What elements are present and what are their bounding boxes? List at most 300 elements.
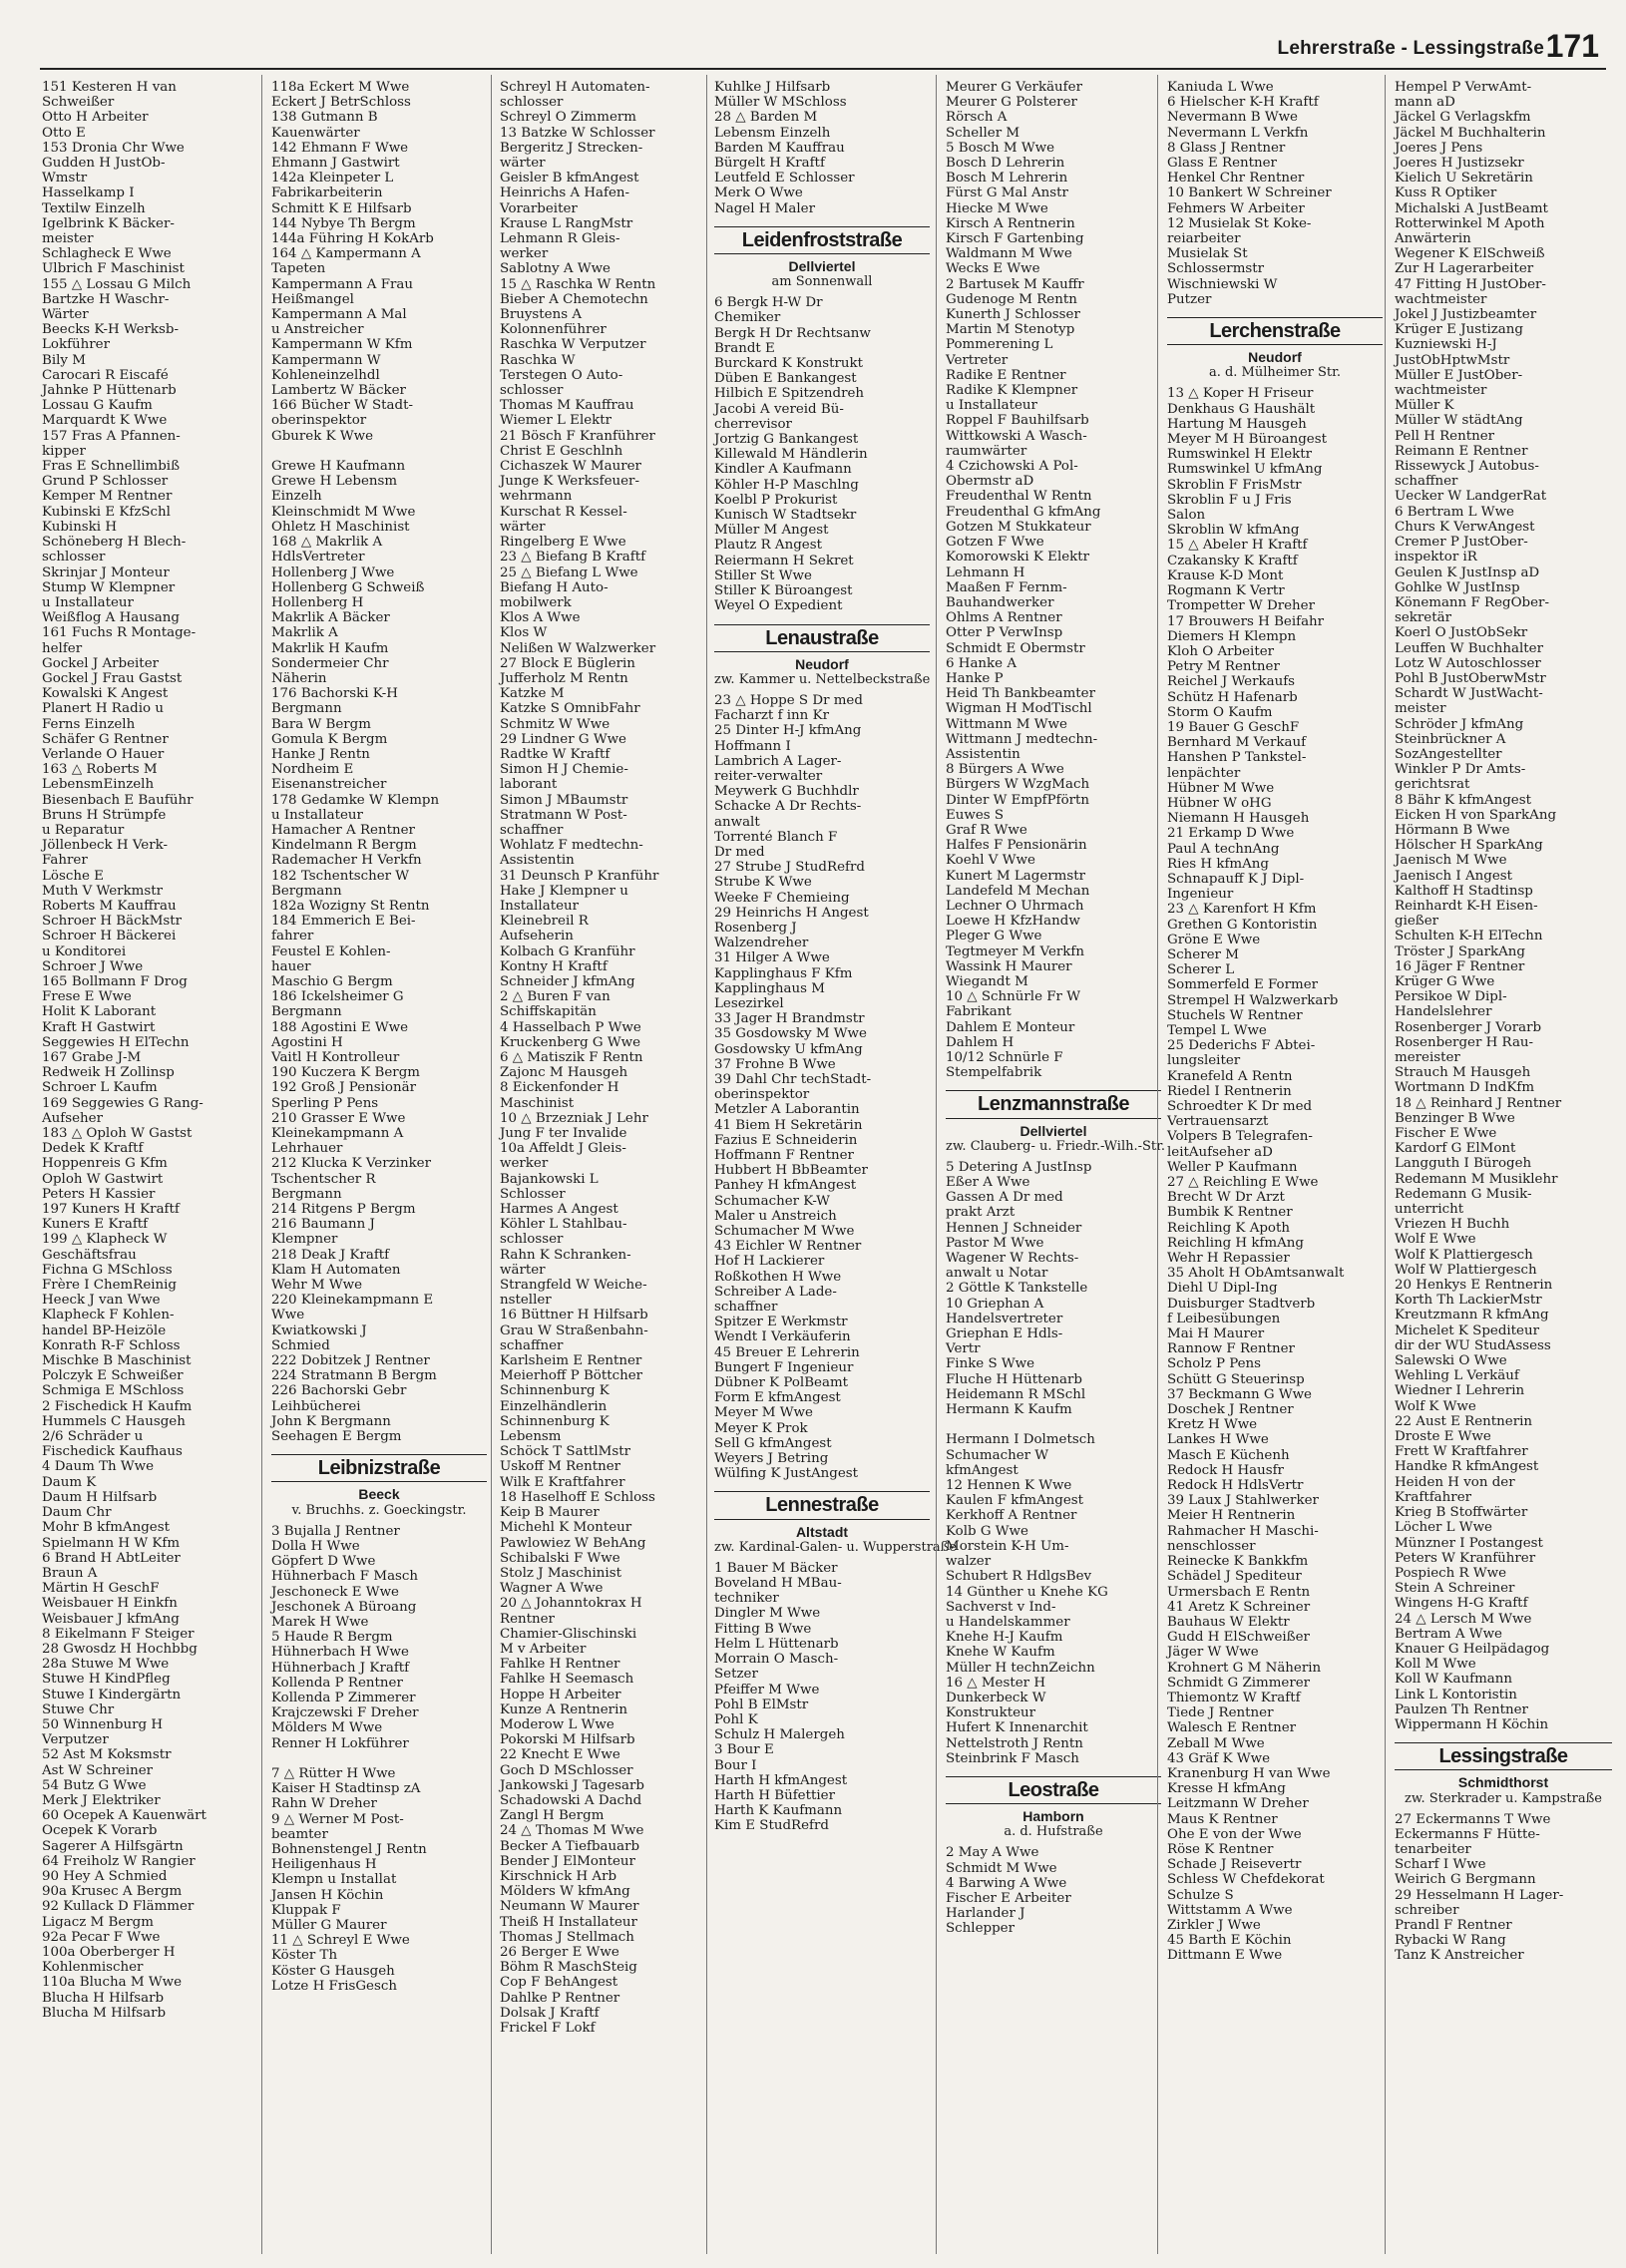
directory-entry: Weyel O Expedient xyxy=(714,598,843,614)
directory-entry: mobilwerk xyxy=(500,594,572,610)
directory-entry: Hufert K Innenarchit xyxy=(946,1720,1088,1736)
directory-entry: Fabrikant xyxy=(946,1004,1012,1020)
district-name: Hamborn xyxy=(1022,1808,1084,1825)
directory-entry: Bergmann xyxy=(271,701,342,717)
directory-entry: Hempel P VerwAmt- xyxy=(1395,80,1532,95)
directory-entry: Hollenberg J Wwe xyxy=(271,565,395,580)
district-name: Beeck xyxy=(358,1486,400,1503)
directory-entry: Simon J MBaumstr xyxy=(500,792,628,808)
directory-entry: Christ E Geschlnh xyxy=(500,443,623,459)
directory-entry: Kunerth J Schlosser xyxy=(946,307,1080,323)
directory-entry: Krause K-D Mont xyxy=(1167,567,1284,583)
district-name: Schmidthorst xyxy=(1457,1774,1549,1791)
directory-entry: Merk O Wwe xyxy=(714,186,803,201)
directory-entry: Fischer E Arbeiter xyxy=(946,1890,1071,1906)
directory-entry: Tschentscher R xyxy=(271,1171,376,1187)
directory-entry: Radike E Rentner xyxy=(946,367,1066,383)
directory-entry: Gröne E Wwe xyxy=(1167,932,1261,947)
directory-entry: Dittmann E Wwe xyxy=(1167,1948,1283,1964)
directory-entry: Diehl U Dipl-Ing xyxy=(1167,1281,1278,1297)
directory-entry: schlosser xyxy=(500,383,564,399)
directory-entry: Gudd H ElSchweißer xyxy=(1167,1630,1310,1646)
directory-entry: Jäckel M Buchhalterin xyxy=(1395,125,1546,141)
directory-entry: Hühnerbach H Wwe xyxy=(271,1645,409,1661)
directory-entry: Schreyl H Automaten- xyxy=(500,80,650,95)
directory-column-6 xyxy=(1167,80,1383,2254)
directory-entry: Radike K Klempner xyxy=(946,383,1078,399)
directory-entry: Grethen G Kontoristin xyxy=(1167,917,1318,933)
directory-entry: Düben E Bankangest xyxy=(714,371,857,387)
directory-entry: nsteller xyxy=(500,1293,552,1309)
directory-entry: 25 Dederichs F Abtei- xyxy=(1167,1038,1316,1054)
directory-entry: Uskoff M Rentner xyxy=(500,1459,621,1475)
directory-entry: Dahlke P Rentner xyxy=(500,1990,620,2006)
directory-entry: Hübner M Wwe xyxy=(1167,780,1275,796)
directory-entry: Wolf W Plattiergesch xyxy=(1395,1262,1537,1278)
directory-entry: Fischedick Kaufhaus xyxy=(42,1444,183,1460)
district-name: Dellviertel xyxy=(788,258,856,275)
directory-entry: Wärter xyxy=(42,307,89,323)
directory-entry: Aufseher xyxy=(42,1110,103,1126)
directory-entry: Stolz J Maschinist xyxy=(500,1565,621,1581)
directory-entry: Kauenwärter xyxy=(271,125,360,141)
directory-entry: Zirkler J Wwe xyxy=(1167,1917,1261,1933)
directory-entry: u Installateur xyxy=(946,398,1037,414)
directory-entry: Radtke W Kraftf xyxy=(500,746,610,762)
directory-entry: prakt Arzt xyxy=(946,1205,1016,1221)
directory-entry: Dahlem E Monteur xyxy=(946,1019,1075,1035)
column-divider xyxy=(491,75,492,2254)
directory-entry: LebensmEinzelh xyxy=(42,777,155,793)
directory-entry: 199 △ Klapheck W xyxy=(42,1232,168,1248)
directory-entry: Grund P Schlosser xyxy=(42,474,169,490)
directory-entry: Muth V Werkmstr xyxy=(42,883,163,899)
directory-entry: 3 Bujalla J Rentner xyxy=(271,1523,400,1539)
directory-entry: 100a Oberberger H xyxy=(42,1944,176,1960)
directory-entry: Dahlem H xyxy=(946,1034,1015,1050)
directory-entry: meister xyxy=(1395,701,1446,717)
directory-entry: Jacobi A vereid Bü- xyxy=(714,401,844,417)
directory-entry: 37 Frohne B Wwe xyxy=(714,1056,836,1072)
directory-entry: Textilw Einzelh xyxy=(42,200,146,216)
directory-entry: laborant xyxy=(500,777,558,793)
directory-entry: Schreiber A Lade- xyxy=(714,1284,837,1300)
directory-entry: Fürst G Mal Anstr xyxy=(946,186,1068,201)
directory-entry: Stuchels W Rentner xyxy=(1167,1007,1303,1023)
directory-entry: Hake J Klempner u xyxy=(500,883,628,899)
directory-entry: Mohr B kfmAngest xyxy=(42,1520,170,1536)
directory-entry: Bender J ElMonteur xyxy=(500,1853,635,1869)
directory-entry: Schulze S xyxy=(1167,1887,1234,1903)
directory-entry: Peters W Kranführer xyxy=(1395,1550,1536,1566)
directory-entry: Form E kfmAngest xyxy=(714,1390,841,1406)
directory-entry: Krause L RangMstr xyxy=(500,215,633,231)
directory-entry: Bumbik K Rentner xyxy=(1167,1205,1293,1221)
directory-entry: Pell H Rentner xyxy=(1395,428,1495,444)
directory-entry: 13 △ Koper H Friseur xyxy=(1167,386,1314,402)
directory-entry: Helm L Hüttenarb xyxy=(714,1636,839,1652)
directory-entry: Sell G kfmAngest xyxy=(714,1435,832,1451)
directory-entry: Braun A xyxy=(42,1565,98,1581)
directory-entry: Beecks K-H Werksb- xyxy=(42,322,179,338)
directory-entry: wehrmann xyxy=(500,489,573,505)
directory-entry: Kuners E Kraftf xyxy=(42,1217,149,1233)
directory-entry: 5 Bosch M Wwe xyxy=(946,140,1055,156)
directory-entry: Klempner xyxy=(271,1232,338,1248)
directory-entry: Benzinger B Wwe xyxy=(1395,1110,1515,1126)
directory-entry: Biesenbach E Bauführ xyxy=(42,792,194,808)
directory-entry: Hollenberg H xyxy=(271,594,364,610)
directory-entry: Strangfeld W Weiche- xyxy=(500,1278,647,1294)
directory-entry: Rademacher H Verkfn xyxy=(271,853,422,869)
directory-entry: Bruns H Strümpfe xyxy=(42,807,167,823)
directory-entry: Lechner O Uhrmach xyxy=(946,898,1084,914)
directory-entry: 8 Eikelmann F Steiger xyxy=(42,1626,195,1642)
directory-entry: Pokorski M Hilfsarb xyxy=(500,1732,635,1748)
directory-entry: 15 △ Abeler H Kraftf xyxy=(1167,538,1308,554)
directory-entry: 151 Kesteren H van xyxy=(42,80,177,95)
directory-entry: Schroer J Wwe xyxy=(42,958,144,974)
directory-entry: 220 Kleinekampmann E xyxy=(271,1293,434,1309)
directory-entry: Krüger G Wwe xyxy=(1395,973,1495,989)
directory-entry: Gburek K Wwe xyxy=(271,428,373,444)
directory-entry: 8 Glass J Rentner xyxy=(1167,140,1286,156)
directory-entry: HdlsVertreter xyxy=(271,550,365,566)
directory-entry: 23 △ Biefang B Kraftf xyxy=(500,550,646,566)
directory-entry: Polczyk E Schweißer xyxy=(42,1368,184,1384)
directory-entry: Schmidt M Wwe xyxy=(946,1860,1057,1876)
directory-entry: kipper xyxy=(42,443,86,459)
street-location: zw. Sterkrader u. Kampstraße xyxy=(1405,1790,1602,1806)
directory-column-7 xyxy=(1395,80,1612,2254)
directory-entry: 41 Biem H Sekretärin xyxy=(714,1117,863,1133)
directory-entry: Droste E Wwe xyxy=(1395,1429,1491,1445)
directory-entry: wärter xyxy=(500,1262,546,1278)
directory-entry: 4 Barwing A Wwe xyxy=(946,1875,1067,1891)
directory-entry: Ringelberg E Wwe xyxy=(500,535,626,551)
directory-entry: Hartung M Hausgeh xyxy=(1167,416,1307,432)
directory-entry: 28a Stuwe M Wwe xyxy=(42,1657,170,1673)
directory-entry: u Anstreicher xyxy=(271,322,364,338)
directory-entry: reiter-verwalter xyxy=(714,768,823,784)
directory-entry: Hermann I Dolmetsch xyxy=(946,1432,1095,1448)
directory-entry: Stuwe H KindPfleg xyxy=(42,1672,171,1688)
directory-entry: Sachverst v Ind- xyxy=(946,1599,1056,1615)
directory-entry: 29 Heinrichs H Angest xyxy=(714,905,869,921)
directory-entry: Harlander J xyxy=(946,1906,1025,1922)
directory-entry: Wittmann M Wwe xyxy=(946,716,1067,732)
directory-entry: Schumacher M Wwe xyxy=(714,1224,855,1240)
directory-entry: 4 Hasselbach P Wwe xyxy=(500,1019,641,1035)
directory-entry: Kindler A Kaufmann xyxy=(714,462,852,478)
directory-entry: Feustel E Kohlen- xyxy=(271,944,391,959)
directory-entry: Müller H technZeichn xyxy=(946,1660,1095,1676)
directory-entry: Stratmann W Post- xyxy=(500,807,627,823)
directory-entry: Kuhlke J Hilfsarb xyxy=(714,80,831,95)
directory-entry: Geschäftsfrau xyxy=(42,1247,137,1263)
directory-entry: Tegtmeyer M Verkfn xyxy=(946,944,1084,959)
directory-entry: Wülfing K JustAngest xyxy=(714,1466,859,1482)
directory-entry: Czakansky K Kraftf xyxy=(1167,553,1298,568)
directory-entry: u Reparatur xyxy=(42,822,125,838)
directory-column-3 xyxy=(500,80,715,2254)
directory-entry: Joeres J Pens xyxy=(1395,140,1483,156)
directory-entry: Frese E Wwe xyxy=(42,989,132,1005)
directory-entry: Gomula K Bergm xyxy=(271,731,388,747)
directory-entry: Verputzer xyxy=(42,1732,109,1748)
directory-entry: Skrinjar J Monteur xyxy=(42,565,170,580)
directory-entry: Klos W xyxy=(500,625,548,641)
column-divider xyxy=(706,75,707,2254)
directory-entry: 216 Baumann J xyxy=(271,1217,375,1233)
directory-entry: Schneider J kfmAng xyxy=(500,973,635,989)
directory-entry: Marquardt K Wwe xyxy=(42,413,168,429)
directory-entry: Dedek K Kraftf xyxy=(42,1141,144,1157)
directory-entry: 161 Fuchs R Montage- xyxy=(42,625,197,641)
directory-entry: Hühnerbach F Masch xyxy=(271,1569,419,1585)
directory-entry: Lösche E xyxy=(42,868,104,884)
directory-entry: Neumann W Maurer xyxy=(500,1899,639,1915)
directory-entry: 155 △ Lossau G Milch xyxy=(42,276,192,292)
directory-entry: Hanshen P Tankstel- xyxy=(1167,750,1307,766)
directory-entry: techniker xyxy=(714,1591,779,1607)
directory-entry: Biefang H Auto- xyxy=(500,579,609,595)
directory-entry: Rosenberg J xyxy=(714,920,797,936)
directory-entry: Grewe H Kaufmann xyxy=(271,459,406,475)
directory-entry: Reinecke K Bankkfm xyxy=(1167,1554,1309,1570)
directory-entry: Masch E Küchenh xyxy=(1167,1447,1290,1463)
directory-entry: 12 Musielak St Koke- xyxy=(1167,215,1312,231)
directory-entry: 157 Fras A Pfannen- xyxy=(42,428,181,444)
directory-entry: Renner H Lokführer xyxy=(271,1735,409,1751)
directory-entry: Maler u Anstreich xyxy=(714,1208,837,1224)
directory-entry: Meier H Rentnerin xyxy=(1167,1508,1296,1524)
directory-entry: Igelbrink K Bäcker- xyxy=(42,215,175,231)
directory-entry: wachtmeister xyxy=(1395,383,1487,399)
directory-entry: Hennen J Schneider xyxy=(946,1220,1082,1236)
directory-entry: 10 △ Schnürle Fr W xyxy=(946,989,1080,1005)
directory-entry: Burckard K Konstrukt xyxy=(714,356,864,372)
directory-entry: Hollenberg G Schweiß xyxy=(271,579,425,595)
directory-entry: 10 △ Brzezniak J Lehr xyxy=(500,1110,648,1126)
directory-entry: Jaenisch M Wwe xyxy=(1395,853,1507,869)
directory-entry: Schardt W JustWacht- xyxy=(1395,686,1543,702)
directory-entry: Maus K Rentner xyxy=(1167,1811,1278,1827)
directory-entry: Pawlowiez W BehAng xyxy=(500,1535,646,1551)
directory-entry: 29 Hesselmann H Lager- xyxy=(1395,1887,1564,1903)
directory-entry: raumwärter xyxy=(946,443,1027,459)
directory-entry: Bohnenstengel J Rentn xyxy=(271,1841,427,1857)
directory-entry: Rumswinkel U kfmAng xyxy=(1167,462,1323,478)
directory-entry: Reiermann H Sekret xyxy=(714,553,854,568)
directory-entry: Ohletz H Maschinist xyxy=(271,519,410,535)
directory-entry: 21 Bösch F Kranführer xyxy=(500,428,655,444)
directory-entry: 52 Ast M Koksmstr xyxy=(42,1747,172,1763)
directory-entry: Zajonc M Hausgeh xyxy=(500,1065,628,1081)
directory-entry: Agostini H xyxy=(271,1034,343,1050)
directory-entry: Klapheck F Kohlen- xyxy=(42,1308,175,1323)
directory-entry: Kunisch W Stadtsekr xyxy=(714,508,857,524)
directory-entry: Diemers H Klempn xyxy=(1167,628,1297,644)
directory-entry: 144a Führing H KokArb xyxy=(271,231,434,247)
directory-column-1 xyxy=(42,80,257,2254)
directory-entry: Nelißen W Walzwerker xyxy=(500,640,656,656)
directory-entry: Handelslehrer xyxy=(1395,1004,1492,1020)
directory-entry: 13 Batzke W Schlosser xyxy=(500,125,655,141)
directory-entry: Prandl F Rentner xyxy=(1395,1917,1512,1933)
directory-entry: Frère I ChemReinig xyxy=(42,1278,178,1294)
directory-entry: Steinbrückner A xyxy=(1395,731,1506,747)
directory-entry: Wittstamm A Wwe xyxy=(1167,1902,1293,1918)
directory-entry: Schulten K-H ElTechn xyxy=(1395,929,1543,945)
directory-entry: Makrlik A xyxy=(271,625,338,641)
directory-entry: Kowalski K Angest xyxy=(42,686,169,702)
directory-entry: Kalthoff H Stadtinsp xyxy=(1395,883,1533,899)
directory-entry: 24 △ Lersch M Wwe xyxy=(1395,1611,1532,1627)
directory-entry: Köster G Hausgeh xyxy=(271,1963,395,1979)
directory-entry: Aufseherin xyxy=(500,929,574,945)
page-header xyxy=(0,0,1626,70)
directory-entry: Handke R kfmAngest xyxy=(1395,1459,1539,1475)
directory-entry: Cremer P JustOber- xyxy=(1395,535,1528,551)
header-rule xyxy=(40,68,1606,70)
directory-entry: Köhler H-P Maschlng xyxy=(714,477,859,493)
directory-entry: Wmstr xyxy=(42,171,88,187)
directory-entry: meister xyxy=(42,231,94,247)
directory-entry: Meywerk G Buchhdlr xyxy=(714,784,859,800)
directory-entry: Geisler B kfmAngest xyxy=(500,171,639,187)
directory-entry: beamter xyxy=(271,1826,328,1842)
directory-entry: Gotzen M Stukkateur xyxy=(946,519,1091,535)
directory-entry: Otto H Arbeiter xyxy=(42,110,149,126)
street-name: Lenzmannstraße xyxy=(946,1090,1161,1118)
directory-entry: Rosenberger J Vorarb xyxy=(1395,1019,1542,1035)
directory-entry: Assistentin xyxy=(946,746,1020,762)
directory-entry: 6 Bergk H-W Dr xyxy=(714,295,823,311)
directory-entry: 43 Gräf K Wwe xyxy=(1167,1750,1270,1766)
directory-entry: 21 Erkamp D Wwe xyxy=(1167,826,1295,842)
directory-entry: Märtin H GeschF xyxy=(42,1581,160,1597)
directory-entry: Schmidt E Obermstr xyxy=(946,640,1085,656)
directory-entry: Raschka W xyxy=(500,352,576,368)
directory-entry: Roberts M Kauffrau xyxy=(42,898,177,914)
directory-entry: Chemiker xyxy=(714,310,781,326)
directory-entry: Paul A technAng xyxy=(1167,841,1280,857)
directory-entry: Redemann M Musiklehr xyxy=(1395,1171,1558,1187)
directory-entry: Salon xyxy=(1167,508,1206,524)
directory-entry: Komorowski K Elektr xyxy=(946,550,1090,566)
directory-entry: Köhler L Stahlbau- xyxy=(500,1217,627,1233)
street-name: Leostraße xyxy=(946,1776,1161,1804)
directory-entry: nenschlosser xyxy=(1167,1538,1256,1554)
directory-entry: 27 Block E Büglerin xyxy=(500,655,635,671)
directory-entry: Joeres H Justizsekr xyxy=(1395,156,1524,172)
directory-entry: 5 Detering A JustInsp xyxy=(946,1159,1092,1175)
directory-entry: Frickel F Lokf xyxy=(500,2021,596,2036)
directory-entry: Klos A Wwe xyxy=(500,610,581,626)
directory-entry: Salewski O Wwe xyxy=(1395,1353,1507,1369)
directory-entry: Meyer M H Büroangest xyxy=(1167,432,1327,448)
directory-entry: Spielmann H W Kfm xyxy=(42,1535,181,1551)
directory-entry: u Konditorei xyxy=(42,944,127,959)
directory-entry: Wehling L Verkäuf xyxy=(1395,1368,1519,1384)
directory-entry: Kampermann W Kfm xyxy=(271,337,413,353)
directory-entry: Sablotny A Wwe xyxy=(500,261,610,277)
directory-entry: Schumacher K-W xyxy=(714,1193,830,1209)
directory-entry: gerichtsrat xyxy=(1395,777,1470,793)
directory-entry: 6 Hielscher K-H Kraftf xyxy=(1167,95,1319,111)
directory-entry: 27 Eckermanns T Wwe xyxy=(1395,1811,1551,1827)
directory-entry: Zangl H Bergm xyxy=(500,1808,605,1824)
directory-entry: 190 Kuczera K Bergm xyxy=(271,1065,420,1081)
directory-entry: u Installateur xyxy=(42,594,134,610)
directory-entry: 168 △ Makrlik A xyxy=(271,535,383,551)
directory-entry: Rahn K Schranken- xyxy=(500,1247,631,1263)
directory-entry: John K Bergmann xyxy=(271,1413,391,1429)
directory-entry: Becker A Tiefbauarb xyxy=(500,1838,640,1854)
directory-entry: Wassink H Maurer xyxy=(946,958,1072,974)
directory-entry: schaffner xyxy=(1395,474,1458,490)
directory-entry: Müller E JustOber- xyxy=(1395,367,1523,383)
directory-entry: Chamier-Glischinski xyxy=(500,1626,637,1642)
directory-entry: Michelet K Spediteur xyxy=(1395,1323,1540,1338)
directory-entry: wärter xyxy=(500,156,546,172)
directory-entry: Assistentin xyxy=(500,853,575,869)
directory-entry: Thomas J Stellmach xyxy=(500,1929,634,1945)
directory-entry: Müller K xyxy=(1395,398,1454,414)
directory-entry: Sagerer A Hilfsgärtn xyxy=(42,1838,184,1854)
directory-entry: Schadowski A Dachd xyxy=(500,1792,642,1808)
directory-entry: Strempel H Walzwerkarb xyxy=(1167,992,1339,1008)
directory-entry: Kubinski H xyxy=(42,519,118,535)
directory-entry: Eckert J BetrSchloss xyxy=(271,95,411,111)
directory-entry: 8 Eickenfonder H xyxy=(500,1080,619,1096)
directory-entry: 1 Bauer M Bäcker xyxy=(714,1560,838,1576)
directory-entry: Plautz R Angest xyxy=(714,538,822,554)
directory-entry: 182 Tschentscher W xyxy=(271,868,410,884)
directory-entry: 138 Gutmann B xyxy=(271,110,378,126)
directory-entry: Kampermann W xyxy=(271,352,381,368)
directory-entry: Jöllenbeck H Verk- xyxy=(42,838,169,854)
directory-entry: Knehe W Kaufm xyxy=(946,1645,1055,1661)
street-heading xyxy=(1395,1742,1612,1805)
directory-entry: Fichna G MSchloss xyxy=(42,1262,173,1278)
directory-entry: 2 Göttle K Tankstelle xyxy=(946,1281,1088,1297)
directory-entry: Schlosser xyxy=(500,1186,566,1202)
directory-entry: Martin M Stenotyp xyxy=(946,322,1075,338)
directory-entry: Meurer G Polsterer xyxy=(946,95,1077,111)
directory-entry: Lambertz W Bäcker xyxy=(271,383,406,399)
directory-entry: 24 △ Thomas M Wwe xyxy=(500,1823,644,1839)
directory-entry: Kirsch A Rentnerin xyxy=(946,215,1075,231)
directory-entry: walzer xyxy=(946,1554,992,1570)
directory-entry: Schroedter K Dr med xyxy=(1167,1099,1313,1114)
directory-entry: Löcher L Wwe xyxy=(1395,1520,1492,1536)
directory-entry: 8 Bürgers A Wwe xyxy=(946,762,1064,778)
directory-entry: Maschio G Bergm xyxy=(271,973,393,989)
directory-entry: Skroblin F u J Fris xyxy=(1167,492,1292,508)
directory-entry: Wippermann H Köchin xyxy=(1395,1716,1549,1732)
column-divider xyxy=(1385,75,1386,2254)
directory-entry: Bauhaus W Elektr xyxy=(1167,1614,1290,1630)
directory-entry: Kleinekampmann A xyxy=(271,1126,404,1142)
directory-entry: Redemann G Musik- xyxy=(1395,1186,1532,1202)
directory-entry: Müller M Angest xyxy=(714,523,829,539)
directory-entry: 54 Butz G Wwe xyxy=(42,1777,147,1793)
directory-entry: 23 △ Karenfort H Kfm xyxy=(1167,902,1317,918)
directory-entry: Krajczewski F Dreher xyxy=(271,1705,419,1721)
directory-entry: Lambrich A Lager- xyxy=(714,753,842,769)
